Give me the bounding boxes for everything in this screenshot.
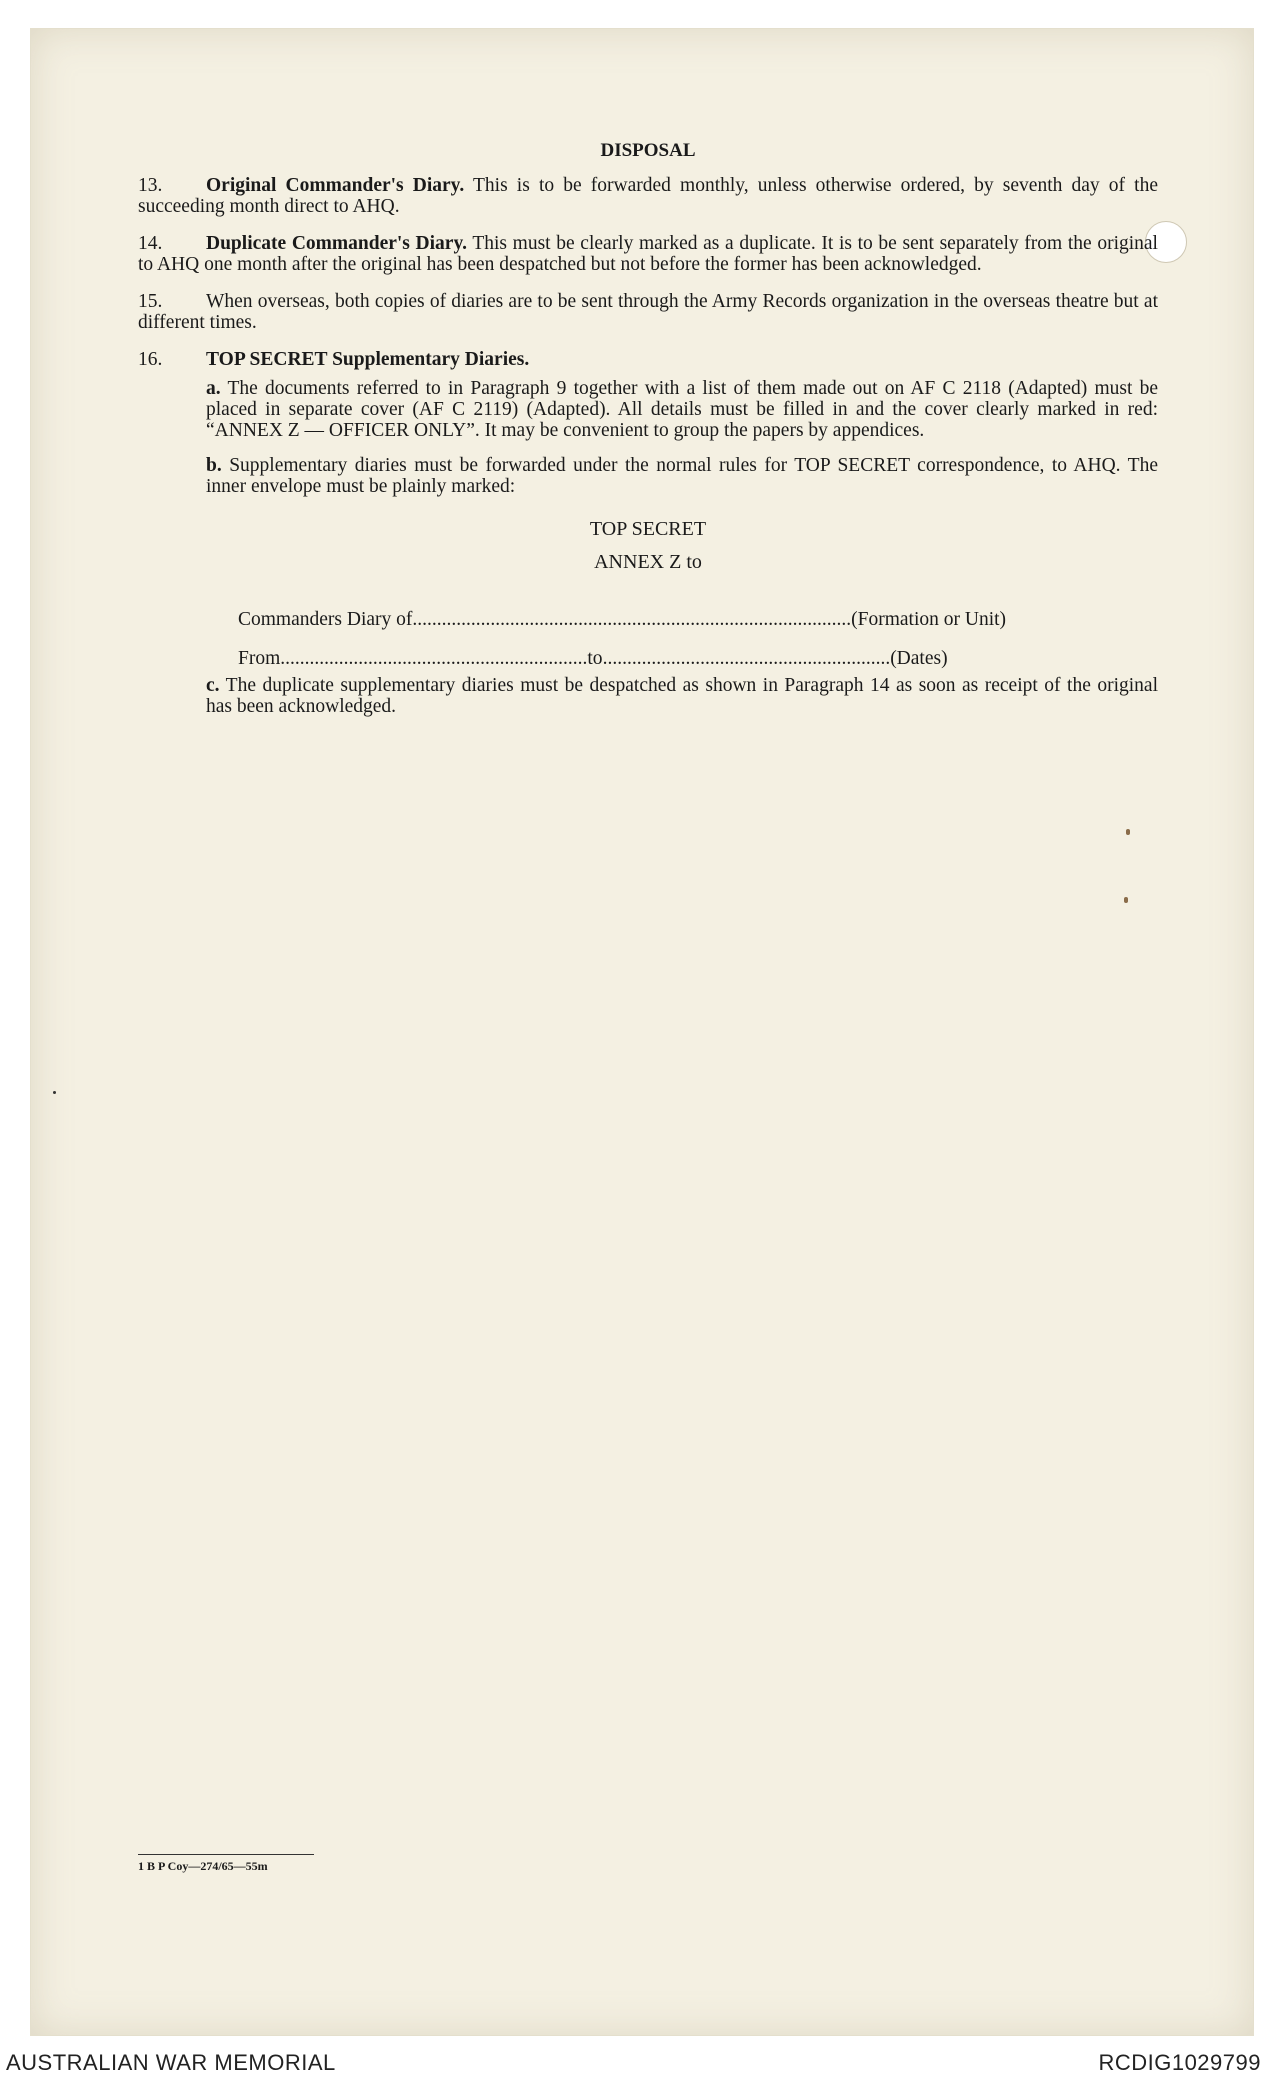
paragraph-number: 13. <box>138 175 163 196</box>
archive-id: RCDIG1029799 <box>1098 2050 1261 2075</box>
subparagraph-label: b. <box>206 455 222 476</box>
subparagraph-text: Supplementary diaries must be forwarded under the normal rules for TOP SECRET correspondence, to AHQ. The inner envelope must be plainly marked: <box>206 455 1158 497</box>
paragraph-14 <box>138 233 1158 275</box>
subparagraph-label: a. <box>206 378 221 399</box>
paragraph-15 <box>138 291 1158 333</box>
paragraph-13 <box>138 175 1158 217</box>
subparagraph-label: c. <box>206 675 220 696</box>
diary-of-line <box>238 609 1158 630</box>
paragraph-16 <box>138 349 1158 370</box>
fill-in-dots: ........................................................... <box>602 648 891 669</box>
from-label: From <box>238 648 281 669</box>
document-body <box>138 140 1158 731</box>
paragraph-title: Duplicate Commander's Diary. <box>206 233 468 254</box>
section-heading: DISPOSAL <box>600 140 696 161</box>
subparagraph-text: The duplicate supplementary diaries must be despatched as shown in Paragraph 14 as soon as receipt of the original has been acknowledged. <box>206 675 1158 717</box>
paragraph-title: TOP SECRET Supplementary Diaries. <box>206 349 530 370</box>
paper-speck <box>1126 829 1130 835</box>
diary-of-label: Commanders Diary of <box>238 609 413 630</box>
paragraph-number: 16. <box>138 349 163 370</box>
paragraph-number: 14. <box>138 233 163 254</box>
dates-suffix: (Dates) <box>890 648 948 669</box>
diary-of-suffix: (Formation or Unit) <box>851 609 1007 630</box>
paragraph-text: When overseas, both copies of diaries are to be sent through the Army Records organization in the overseas theatre but at different times. <box>138 291 1158 333</box>
subparagraph-b <box>206 455 1158 497</box>
subparagraph-a <box>206 378 1158 441</box>
paragraph-text: This is to be forwarded monthly, unless otherwise ordered, by seventh day of the succeeding month direct to AHQ. <box>138 175 1158 217</box>
paper-speck <box>1124 897 1128 903</box>
subparagraph-c <box>206 675 1158 717</box>
fill-in-dots: .......................................................................................... <box>412 609 852 630</box>
printer-imprint: 1 B P Coy—274/65—55m <box>138 1854 314 1874</box>
subparagraph-text: The documents referred to in Paragraph 9 together with a list of them made out on AF C 2118 (Adapted) must be placed in separate cover (AF C 2119) (Adapted). All details must be filled in and the cover clearly marked in red: “ANNEX Z — OFFICER ONLY”. It may be convenient to group the papers by appendices. <box>206 378 1158 441</box>
paragraph-text: This must be clearly marked as a duplicate. It is to be sent separately from the original to AHQ one month after the original has been despatched but not before the former has been acknowledged. <box>138 233 1158 275</box>
paragraph-title: Original Commander's Diary. <box>206 175 465 196</box>
dates-line <box>238 648 1158 669</box>
envelope-marking-line1: TOP SECRET <box>589 518 707 540</box>
paragraph-number: 15. <box>138 291 163 312</box>
paper-speck <box>53 1091 56 1094</box>
to-label: to <box>587 648 603 669</box>
fill-in-dots: ............................................................... <box>280 648 588 669</box>
archive-credit: AUSTRALIAN WAR MEMORIAL <box>6 2050 336 2075</box>
envelope-marking-line2: ANNEX Z to <box>594 551 702 573</box>
